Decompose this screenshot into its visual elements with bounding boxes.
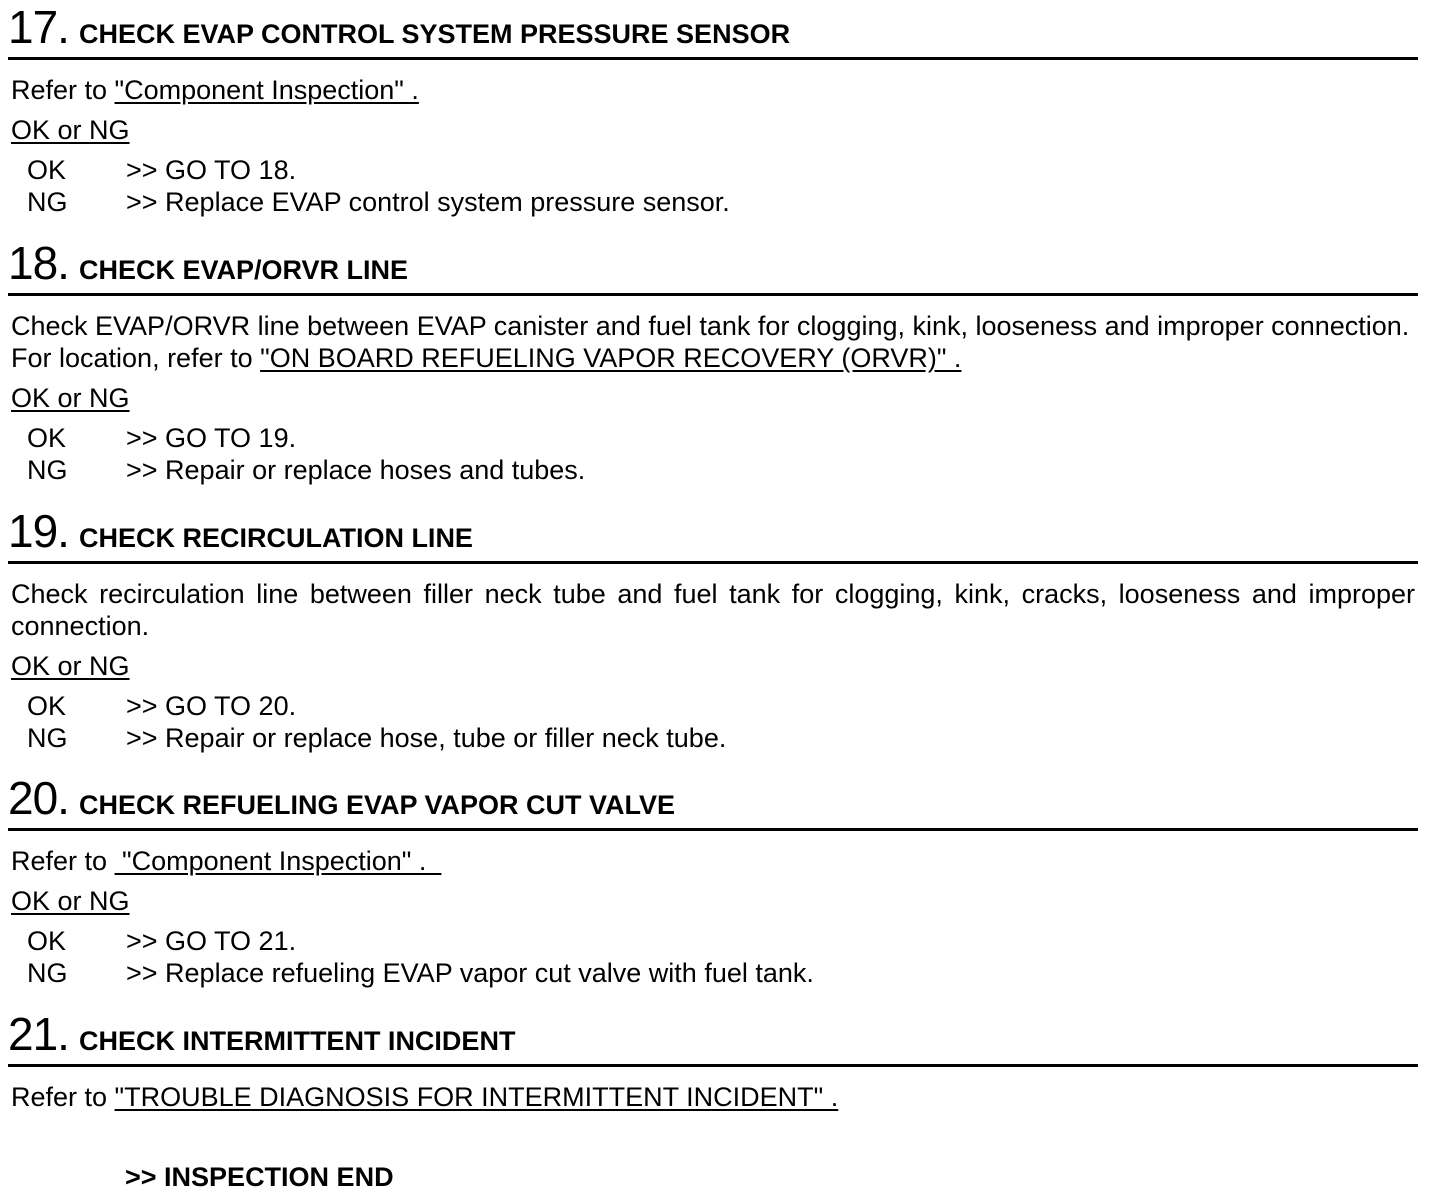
result-ok: OK >> GO TO 21.	[27, 926, 297, 956]
step-title: CHECK INTERMITTENT INCIDENT	[78, 1026, 516, 1056]
step-instruction: Check EVAP/ORVR line between EVAP canister and fuel tank for clogging, kink, looseness and improper connection. For location, refer to "ON BOARD REFUELING VAPOR RECOVERY (ORVR)" .	[11, 311, 1410, 373]
component-inspection-link[interactable]: "Component Inspection" .	[114, 75, 419, 105]
step-heading	[8, 1008, 516, 1060]
ok-or-ng-label: OK or NG	[11, 383, 130, 413]
step-number: 18.	[8, 237, 69, 289]
step-heading	[8, 237, 409, 289]
ok-or-ng-label: OK or NG	[11, 886, 130, 916]
result-ok: OK >> GO TO 19.	[27, 423, 297, 453]
step-heading	[8, 1, 791, 53]
result-ng: NG >> Repair or replace hoses and tubes.	[27, 455, 586, 485]
component-inspection-link[interactable]: "Component Inspection" .	[114, 846, 442, 876]
step-instruction: Refer to "TROUBLE DIAGNOSIS FOR INTERMITTENT INCIDENT" .	[11, 1082, 839, 1112]
heading-rule	[8, 828, 1418, 831]
result-ng: NG >> Repair or replace hose, tube or filler neck tube.	[27, 723, 727, 753]
heading-rule	[8, 1064, 1418, 1067]
ok-or-ng-label: OK or NG	[11, 651, 130, 681]
step-instruction: Refer to "Component Inspection" .	[11, 846, 442, 876]
result-ng: NG >> Replace EVAP control system pressure sensor.	[27, 187, 730, 217]
step-number: 17.	[8, 1, 69, 53]
step-instruction: Check recirculation line between filler neck tube and fuel tank for clogging, kink, cracks, looseness and improper connection.	[11, 579, 1415, 641]
step-number: 21.	[8, 1008, 69, 1060]
step-instruction: Refer to "Component Inspection" .	[11, 75, 419, 105]
heading-rule	[8, 293, 1418, 296]
step-number: 20.	[8, 772, 69, 824]
result-ok: OK >> GO TO 18.	[27, 155, 297, 185]
step-title: CHECK EVAP/ORVR LINE	[78, 255, 409, 285]
step-title: CHECK EVAP CONTROL SYSTEM PRESSURE SENSOR	[78, 19, 791, 49]
heading-rule	[8, 561, 1418, 564]
step-title: CHECK REFUELING EVAP VAPOR CUT VALVE	[78, 790, 676, 820]
result-ng: NG >> Replace refueling EVAP vapor cut valve with fuel tank.	[27, 958, 814, 988]
ok-or-ng-label: OK or NG	[11, 115, 130, 145]
step-heading	[8, 505, 473, 557]
inspection-end: >> INSPECTION END	[125, 1162, 394, 1192]
result-ok: OK >> GO TO 20.	[27, 691, 297, 721]
step-number: 19.	[8, 505, 69, 557]
orvr-link[interactable]: "ON BOARD REFUELING VAPOR RECOVERY (ORVR)" .	[260, 343, 962, 373]
intermittent-incident-link[interactable]: "TROUBLE DIAGNOSIS FOR INTERMITTENT INCIDENT" .	[114, 1082, 839, 1112]
step-heading	[8, 772, 676, 824]
step-title: CHECK RECIRCULATION LINE	[78, 523, 473, 553]
heading-rule	[8, 57, 1418, 60]
